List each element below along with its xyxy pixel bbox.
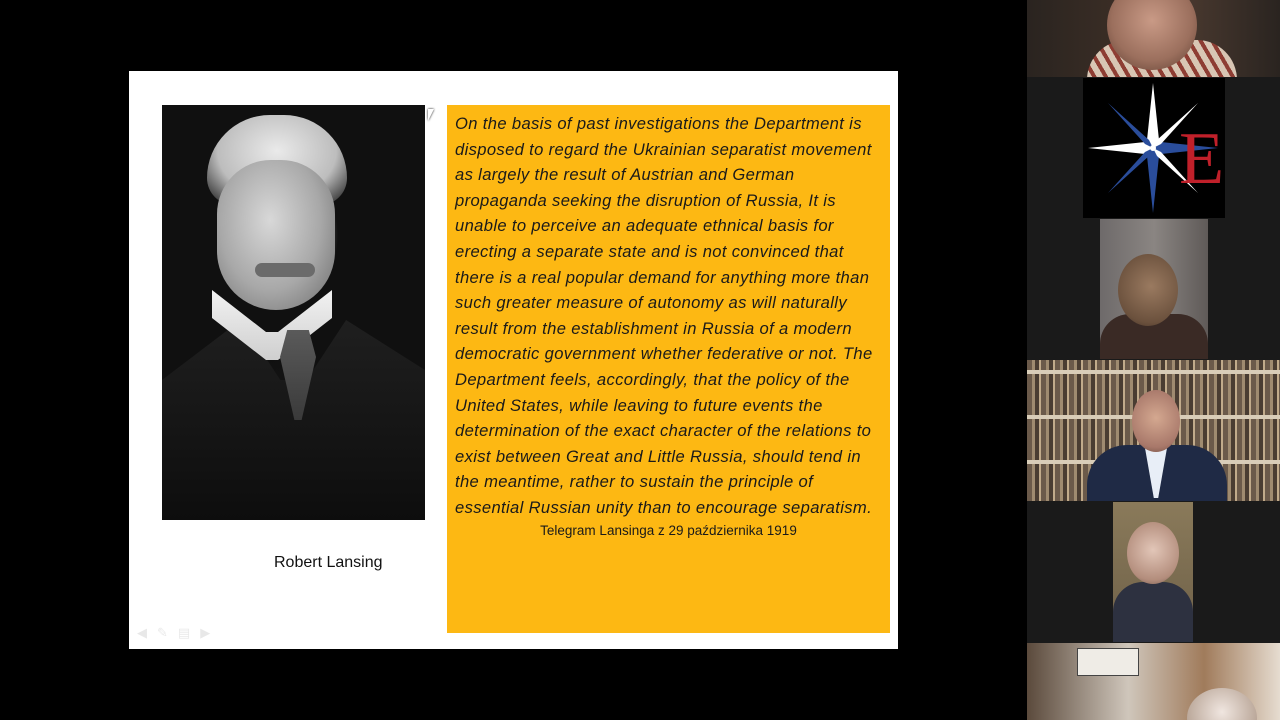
slide-controls xyxy=(137,626,210,641)
pen-icon[interactable]: ✎ xyxy=(157,626,168,641)
quote-text: On the basis of past investigations the Department is disposed to regard the Ukrainian separatist movement as largely the result of Austrian and German propaganda seeking the disruption of Russia, It is unable to perceive an adequate ethnical basis for erecting a separate state and is not convinced that there is a real popular demand for anything more than such greater measure of autonomy as will naturally result from the establishment in Russia of a modern democratic government whether federative or not. The Department feels, accordingly, that the policy of the United States, while leaving to future events the determination of the exact character of the relations to exist between Great and Little Russia, should tend in the meantime, rather to sustain the principle of essential Russian unity than to encourage separatism. xyxy=(455,114,873,517)
participant-video-6[interactable] xyxy=(1027,643,1280,720)
next-slide-icon[interactable]: ▶ xyxy=(200,626,211,641)
previous-slide-icon[interactable]: ◀ xyxy=(137,626,147,641)
participant-video-4[interactable] xyxy=(1027,360,1280,501)
quote-box xyxy=(447,105,890,633)
slide xyxy=(129,71,898,649)
quote-source: Telegram Lansinga z 29 października 1919 xyxy=(540,522,797,538)
participant-video-5[interactable] xyxy=(1113,502,1193,642)
participant-video-1[interactable] xyxy=(1027,0,1280,77)
participant-video-2-logo[interactable] xyxy=(1083,78,1225,218)
compass-logo-icon xyxy=(1083,78,1225,218)
participants-panel xyxy=(1027,0,1280,720)
portrait-caption: Robert Lansing xyxy=(274,554,383,571)
svg-text:E: E xyxy=(1179,118,1225,200)
portrait-photo xyxy=(162,105,425,520)
participant-video-3[interactable] xyxy=(1100,219,1208,359)
mouse-cursor-icon xyxy=(428,109,440,121)
slide-menu-icon[interactable]: ▤ xyxy=(177,626,191,641)
